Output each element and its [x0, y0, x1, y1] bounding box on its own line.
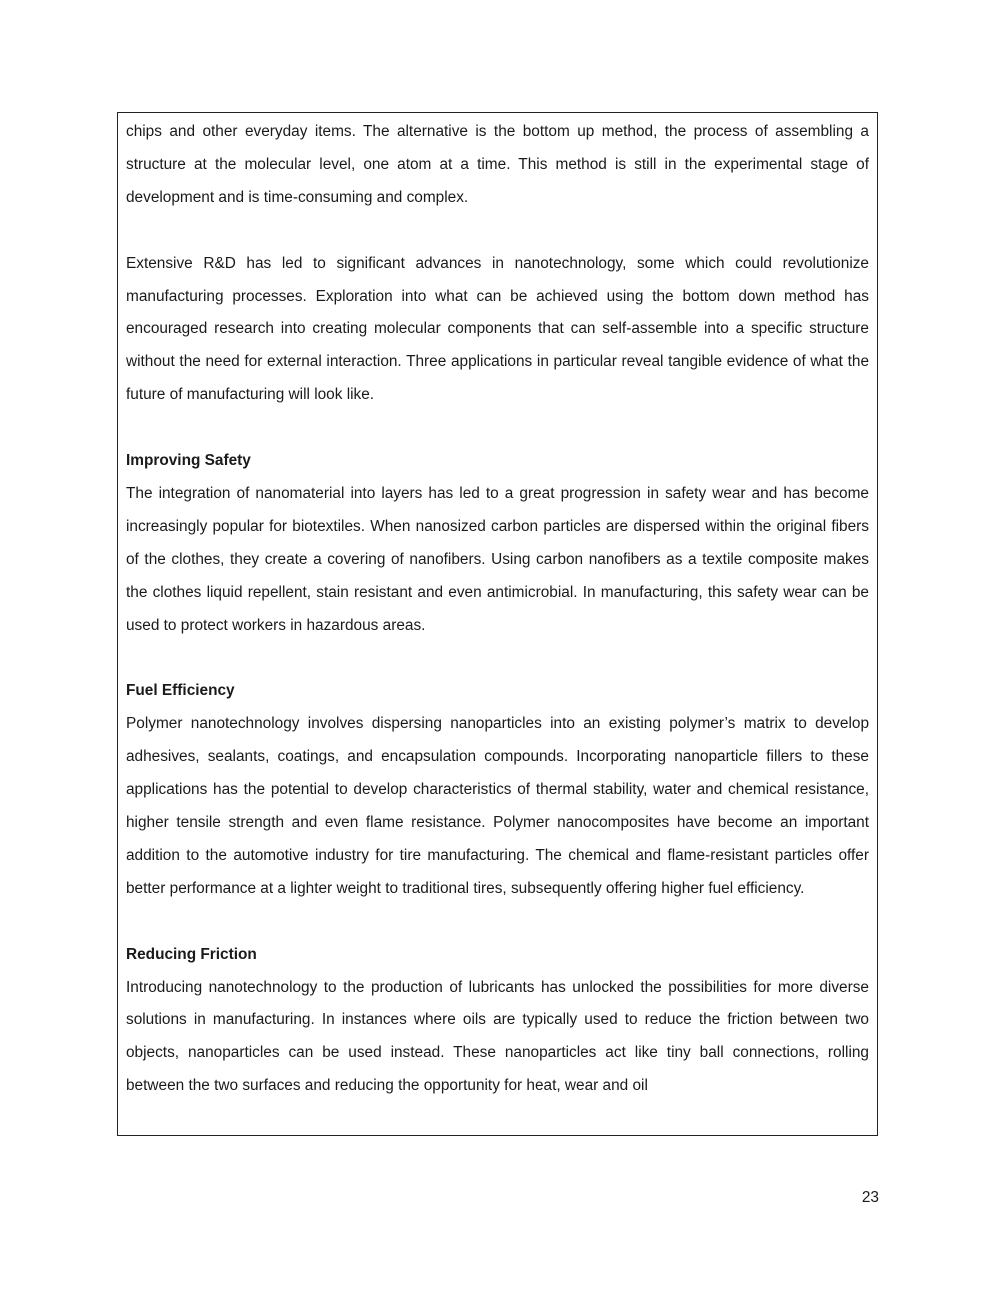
page-number: 23 — [861, 1189, 879, 1206]
section-heading-fuel-efficiency: Fuel Efficiency — [126, 682, 235, 700]
paragraph-spacer — [126, 642, 869, 675]
section-heading-reducing-friction: Reducing Friction — [126, 945, 257, 963]
text-box-frame — [117, 112, 878, 1136]
intro-paragraph-2: Extensive R&D has led to significant advances in nanotechnology, some which could revolutionize manufacturing processes. Exploration into what can be achieved using the bottom down method has encouraged research into creating molecular components that can self-assemble into a specific structure without the need for external interaction. Three applications in particular reveal tangible evidence of what the future of manufacturing will look like. — [126, 254, 869, 404]
section-body-fuel-efficiency: Polymer nanotechnology involves dispersing nanoparticles into an existing polymer’s matrix to develop adhesives, sealants, coatings, and encapsulation compounds. Incorporating nanoparticle fillers to these applications has the potential to develop characteristics of thermal stability, water and chemical resistance, higher tensile strength and even flame resistance. Polymer nanocomposites have become an important addition to the automotive industry for tire manufacturing. The chemical and flame-resistant particles offer better performance at a lighter weight to traditional tires, subsequently offering higher fuel efficiency. — [126, 715, 869, 897]
paragraph-spacer — [126, 412, 869, 445]
section-heading-improving-safety: Improving Safety — [126, 452, 251, 470]
paragraph-spacer — [126, 215, 869, 248]
intro-paragraph-1: chips and other everyday items. The alternative is the bottom up method, the process of assembling a structure at the molecular level, one atom at a time. This method is still in the experimental stage of development and is time-consuming and complex. — [126, 123, 869, 206]
paragraph-spacer — [126, 906, 869, 939]
section-body-improving-safety: The integration of nanomaterial into layers has led to a great progression in safety wear and has become increasingly popular for biotextiles. When nanosized carbon particles are dispersed within the original fibers of the clothes, they create a covering of nanofibers. Using carbon nanofibers as a textile composite makes the clothes liquid repellent, stain resistant and even antimicrobial. In manufacturing, this safety wear can be used to protect workers in hazardous areas. — [126, 484, 869, 634]
section-body-reducing-friction: Introducing nanotechnology to the production of lubricants has unlocked the possibilities for more diverse solutions in manufacturing. In instances where oils are typically used to reduce the friction between two objects, nanoparticles can be used instead. These nanoparticles act like tiny ball connections, rolling between the two surfaces and reducing the opportunity for heat, wear and oil — [126, 978, 869, 1095]
